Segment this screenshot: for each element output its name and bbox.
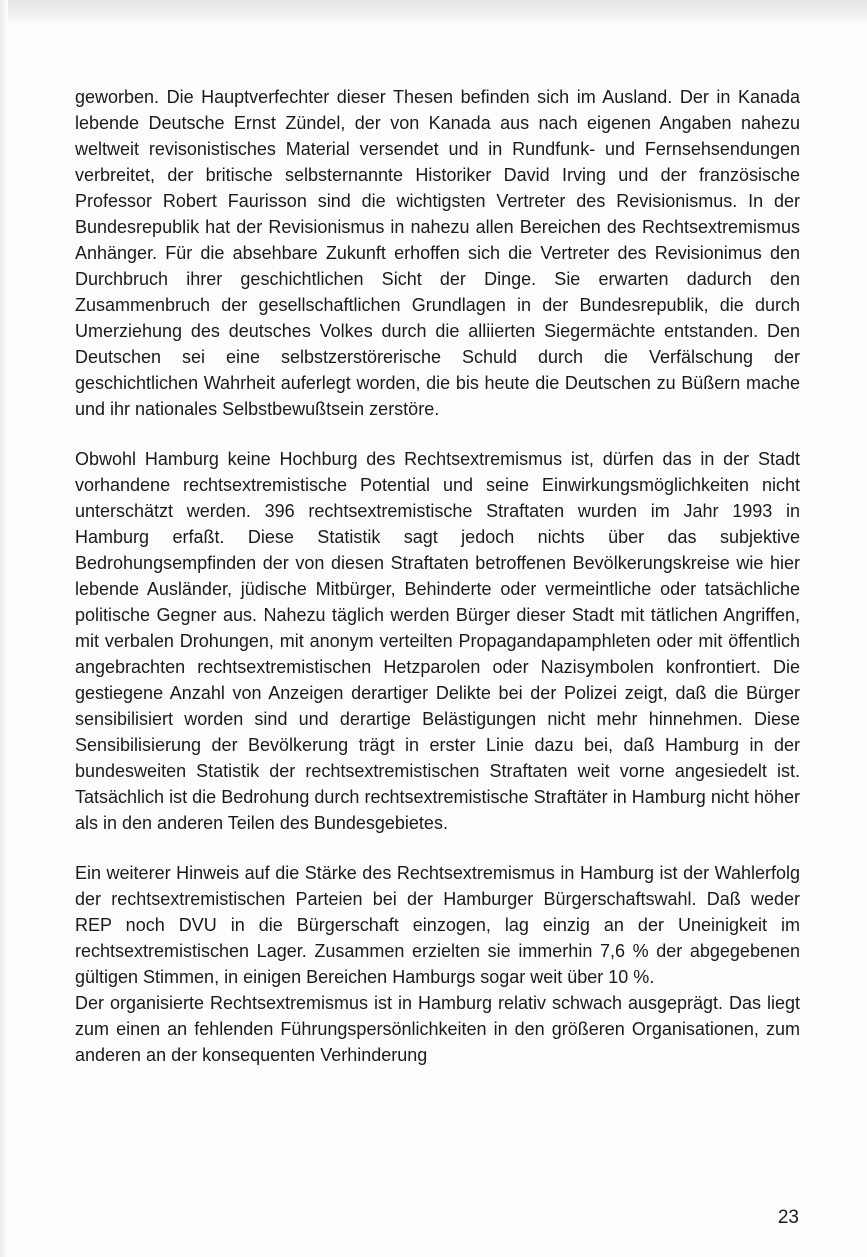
page-number: 23 <box>777 1207 799 1228</box>
paragraph: Der organisierte Rechtsextremismus ist in Hamburg relativ schwach ausgeprägt. Das liegt zum einen an fehlenden Führungspersönlichkeiten in den größeren Organisationen, zum anderen an der konsequenten Verhinderung <box>75 993 800 1065</box>
paragraph: Ein weiterer Hinweis auf die Stärke des Rechtsextremismus in Hamburg ist der Wahlerfolg der rechtsextremistischen Parteien bei der Hamburger Bürgerschaftswahl. Daß weder REP noch DVU in die Bürgerschaft einzogen, lag einzig an der Uneinigkeit im rechtsextremistischen Lager. Zusammen erzielten sie immerhin 7,6 % der abgegebenen gültigen Stimmen, in einigen Bereichen Hamburgs sogar weit über 10 %. <box>75 863 800 987</box>
scan-left-edge <box>0 0 8 1257</box>
body-text <box>75 84 800 1068</box>
paragraph: geworben. Die Hauptverfechter dieser Thesen befinden sich im Ausland. Der in Kanada lebende Deutsche Ernst Zündel, der von Kanada aus nach eigenen Angaben nahezu weltweit revisonistisches Material versendet und in Rundfunk- und Fernsehsendungen verbreitet, der britische selbsternannte Historiker David Irving und der französische Professor Robert Faurisson sind die wichtigsten Vertreter des Revisionismus. In der Bundesrepublik hat der Revisionismus in nahezu allen Bereichen des Rechtsextremismus Anhänger. Für die absehbare Zukunft erhoffen sich die Vertreter des Revisionimus den Durchbruch ihrer geschichtlichen Sicht der Dinge. Sie erwarten dadurch den Zusammenbruch der gesellschaftlichen Grundlagen in der Bundesrepublik, die durch Umerziehung des deutsches Volkes durch die alliierten Siegermächte entstanden. Den Deutschen sei eine selbstzerstörerische Schuld durch die Verfälschung der geschichtlichen Wahrheit auferlegt worden, die bis heute die Deutschen zu Büßern mache und ihr nationales Selbstbewußtsein zerstöre. <box>75 87 800 419</box>
paragraph: Obwohl Hamburg keine Hochburg des Rechtsextremismus ist, dürfen das in der Stadt vorhandene rechtsextremistische Potential und seine Einwirkungsmöglichkeiten nicht unterschätzt werden. 396 rechtsextremistische Straftaten wurden im Jahr 1993 in Hamburg erfaßt. Diese Statistik sagt jedoch nichts über das subjektive Bedrohungsempfinden der von diesen Straftaten betroffenen Bevölkerungskreise wie hier lebende Ausländer, jüdische Mitbürger, Behinderte oder vermeintliche oder tatsächliche politische Gegner aus. Nahezu täglich werden Bürger dieser Stadt mit tätlichen Angriffen, mit verbalen Drohungen, mit anonym verteilten Propagandapamphleten oder mit öffentlich angebrachten rechtsextremistischen Hetzparolen oder Nazisymbolen konfrontiert. Die gestiegene Anzahl von Anzeigen derartiger Delikte bei der Polizei zeigt, daß die Bürger sensibilisiert worden sind und derartige Belästigungen nicht mehr hinnehmen. Diese Sensibilisierung der Bevölkerung trägt in erster Linie dazu bei, daß Hamburg in der bundesweiten Statistik der rechtsextremistischen Straftaten weit vorne angesiedelt ist. Tatsächlich ist die Bedrohung durch rechtsextremistische Straftäter in Hamburg nicht höher als in den anderen Teilen des Bundesgebietes. <box>75 449 800 833</box>
scan-top-edge <box>0 0 867 26</box>
